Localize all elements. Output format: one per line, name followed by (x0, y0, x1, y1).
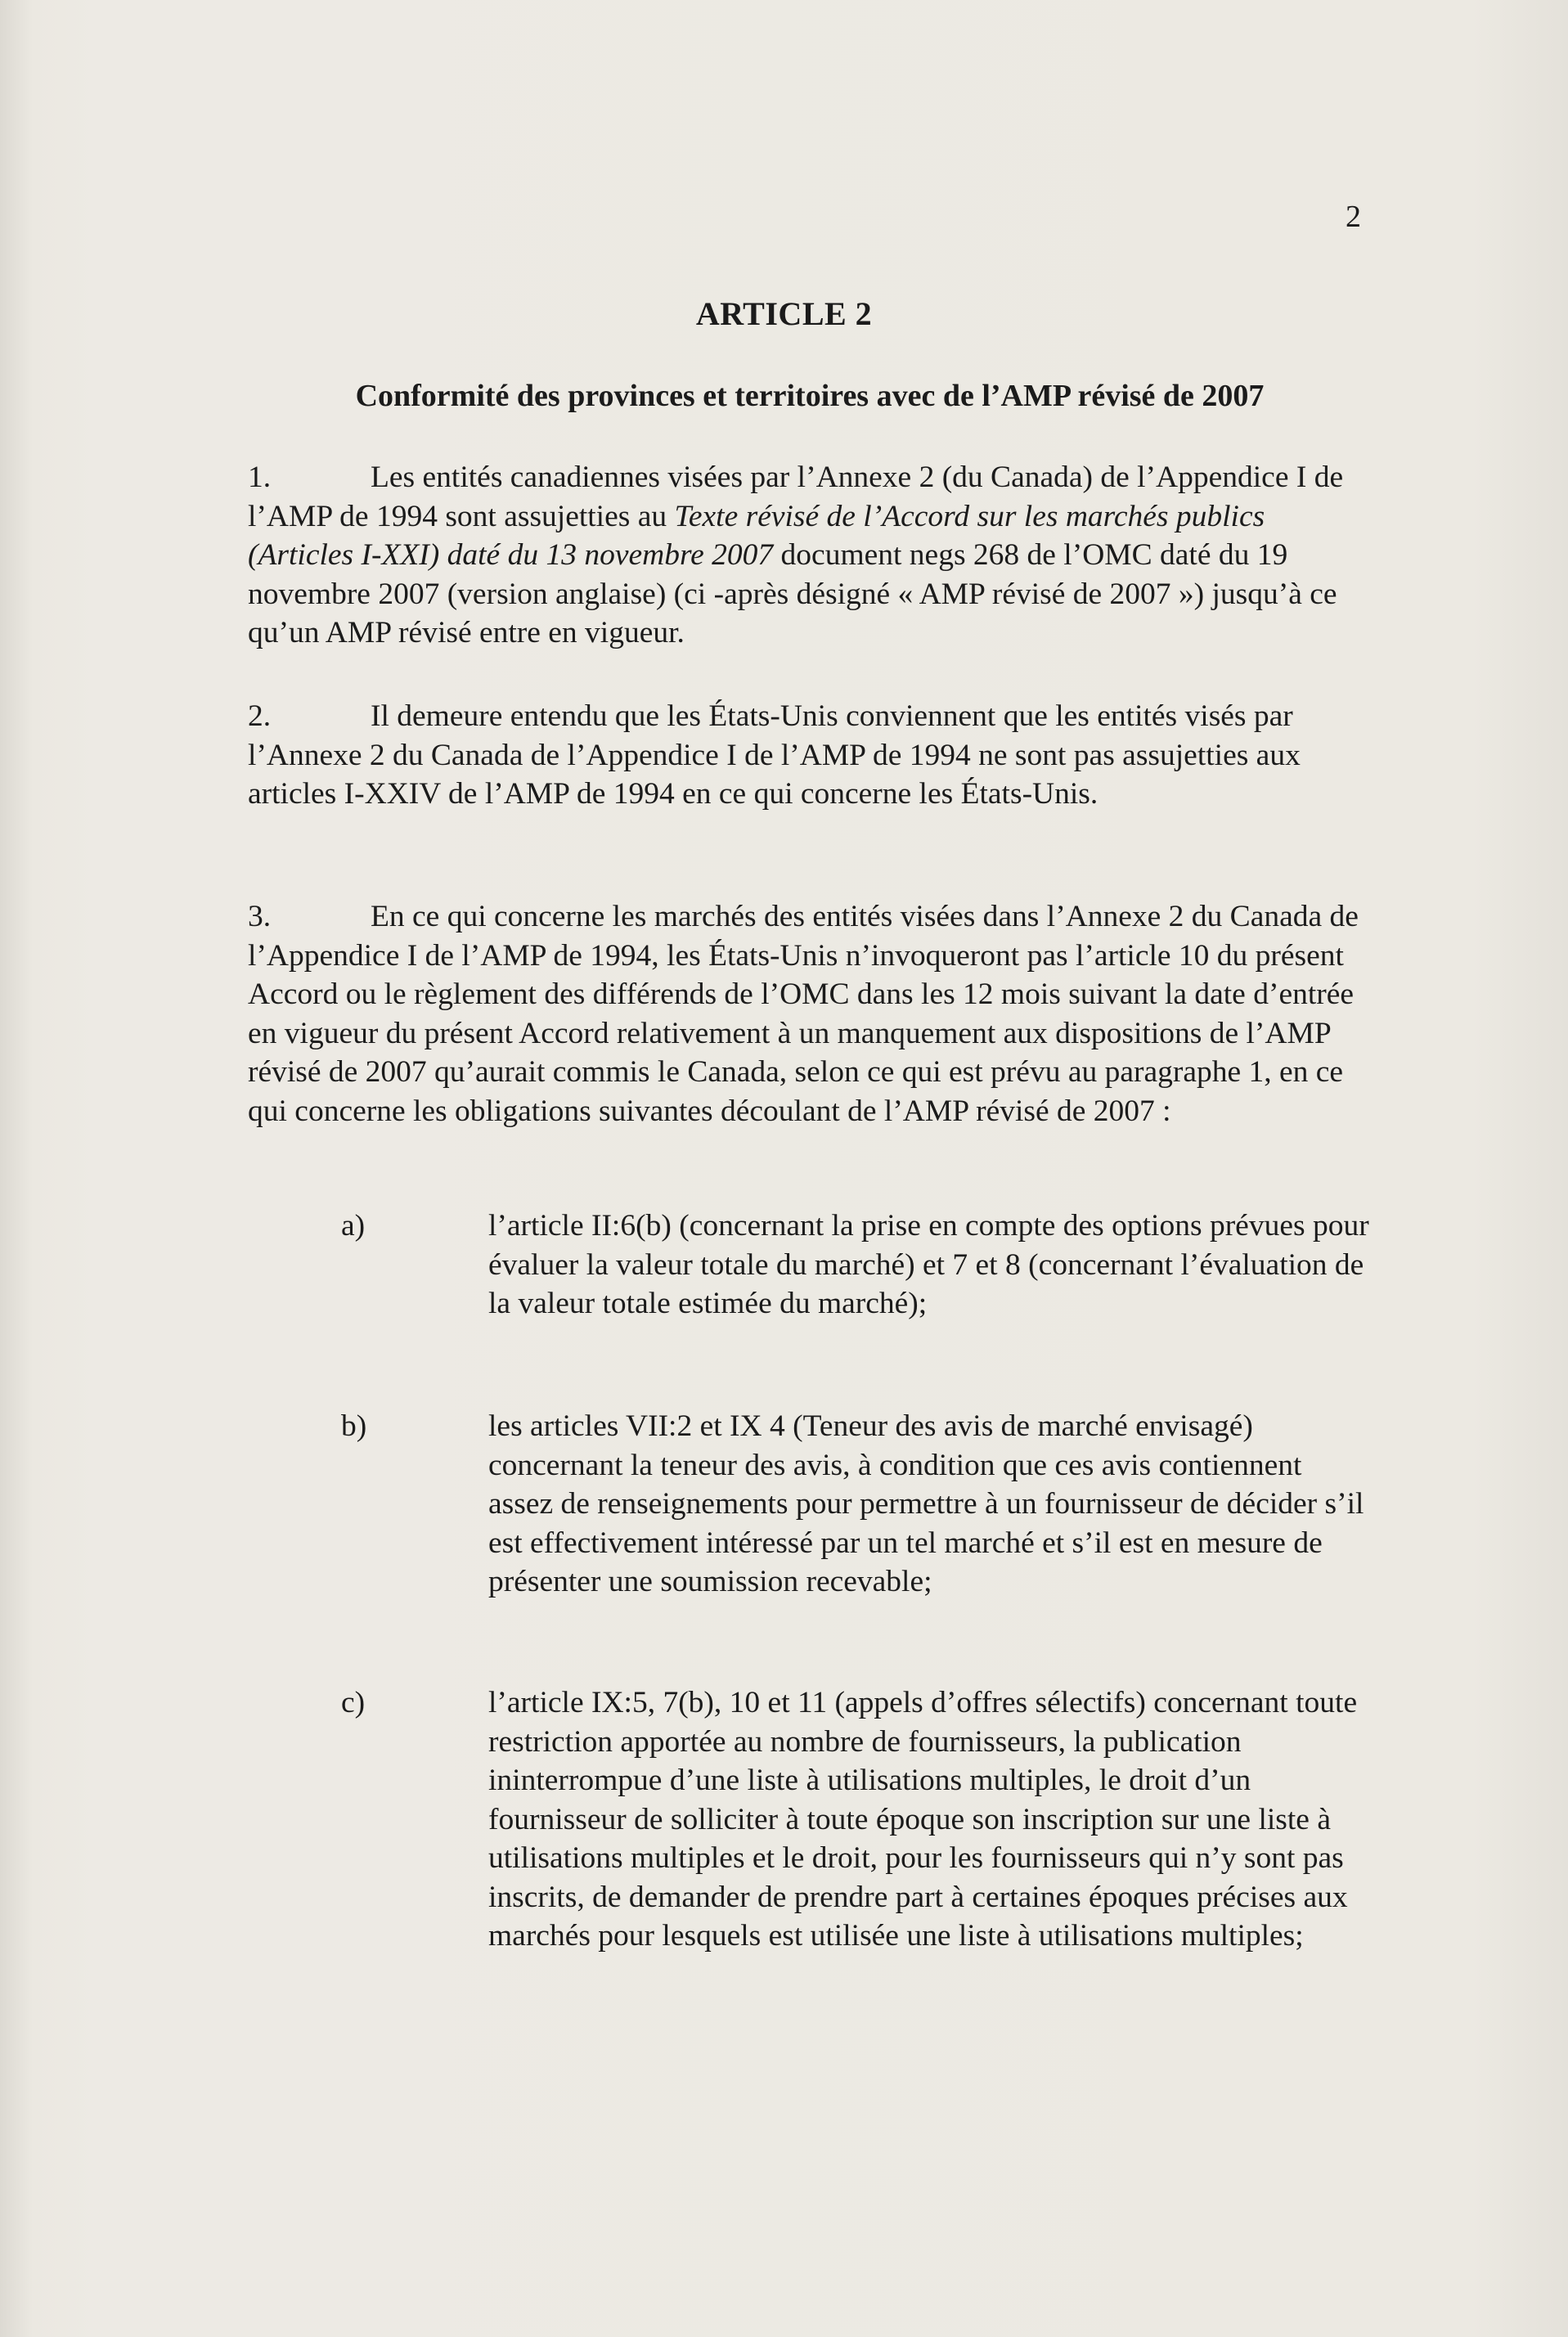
paragraph-number: 1. (248, 461, 272, 494)
article-title: ARTICLE 2 (695, 295, 873, 332)
paragraph-number: 3. (248, 900, 272, 933)
paragraph-italic-title: Texte révisé de l’Accord sur les marchés publics (Articles I-XXI) daté du 13 novembre 2007 (248, 499, 1265, 572)
list-item-letter: b) (341, 1409, 367, 1443)
list-item-text: l’article II:6(b) (concernant la prise en compte des options prévues pour évaluer la valeur totale du marché) et 7 et 8 (concernant l’évaluation de la valeur totale estimée du marché); (488, 1209, 1369, 1320)
article-subtitle: Conformité des provinces et territoires avec de l’AMP révisé de 2007 (355, 379, 1265, 413)
paragraph-text: Il demeure entendu que les États-Unis conviennent que les entités visés par l’Annexe 2 du Canada de l’Appendice I de l’AMP de 1994 ne sont pas assujetties aux articles I-XXIV de l’AMP de 1994 en ce qui concerne les États-Unis. (248, 699, 1301, 811)
paragraph-2 (248, 697, 1368, 814)
paragraph-3 (248, 897, 1368, 1130)
paragraph-1 (248, 458, 1368, 653)
list-item-letter: a) (341, 1209, 366, 1243)
paragraph-text: En ce qui concerne les marchés des entités visées dans l’Annexe 2 du Canada de l’Appendice I de l’AMP de 1994, les États-Unis n’invoqueront pas l’article 10 du présent Accord ou le règlement des différends de l’OMC dans les 12 mois suivant la date d’entrée en vigueur du présent Accord relativement à un manquement aux dispositions de l’AMP révisé de 2007 qu’aurait commis le Canada, selon ce qui est prévu au paragraphe 1, en ce qui concerne les obligations suivantes découlant de l’AMP révisé de 2007 : (248, 900, 1359, 1128)
paragraph-text-before: Les entités canadiennes visées par l’Annexe 2 (du Canada) de l’Appendice I de l’AMP de 1994 sont assujetties au (248, 461, 1344, 533)
list-item-text: les articles VII:2 et IX 4 (Teneur des avis de marché envisagé) concernant la teneur des avis, à condition que ces avis contiennent assez de renseignements pour permettre à un fournisseur de décider s’il est effectivement intéressé par un tel marché et s’il est en mesure de présenter une soumission recevable; (488, 1409, 1364, 1598)
list-item-text: l’article IX:5, 7(b), 10 et 11 (appels d’offres sélectifs) concernant toute restriction apportée au nombre de fournisseurs, la publication ininterrompue d’une liste à utilisations multiples, le droit d’un fournisseur de solliciter à toute époque son inscription sur une liste à utilisations multiples et le droit, pour les fournisseurs qui n’y sont pas inscrits, de demander de prendre part à certaines époques précises aux marchés pour lesquels est utilisée une liste à utilisations multiples; (488, 1686, 1358, 1953)
page-number: 2 (1346, 200, 1361, 234)
paragraph-number: 2. (248, 699, 272, 733)
list-item-letter: c) (341, 1686, 366, 1719)
paragraph-text-after: document negs 268 de l’OMC daté du 19 novembre 2007 (version anglaise) (ci -après désigné « AMP révisé de 2007 ») jusqu’à ce qu’un AMP révisé entre en vigueur. (248, 538, 1337, 649)
